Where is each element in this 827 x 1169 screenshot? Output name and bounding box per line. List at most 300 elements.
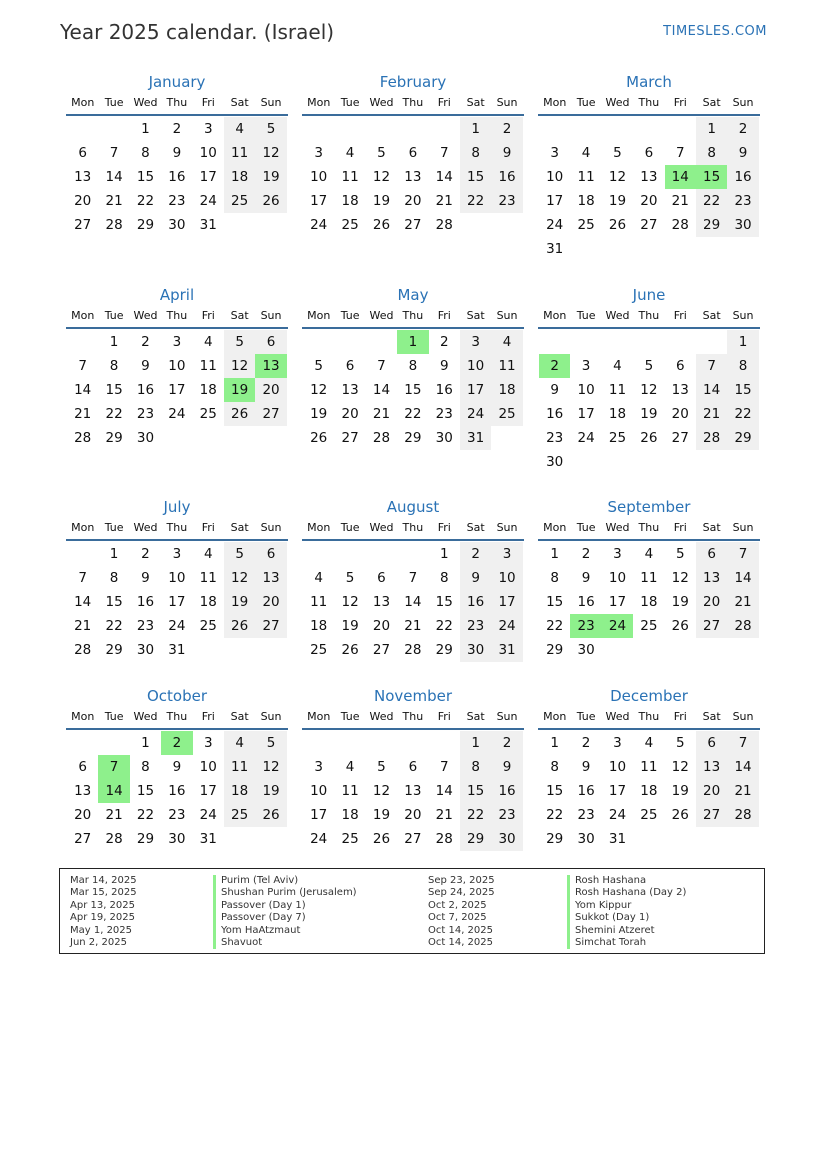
day-cell: 17 [310,193,328,209]
day-cell: 14 [404,594,422,610]
day-cell: 23 [168,807,186,823]
day-cell: 22 [136,807,155,823]
day-cell: 5 [255,731,286,755]
empty-cell [67,731,98,755]
legend-names-right [567,875,686,949]
weekday-label: Wed [605,521,630,534]
day-cell: 23 [727,189,758,213]
day-cell: 14 [435,169,453,185]
holiday-day-cell: 14 [98,779,129,803]
day-cell: 19 [224,590,255,614]
day-cell: 7 [696,354,727,378]
empty-cell [570,117,601,141]
day-cell: 18 [199,594,217,610]
day-cell: 3 [491,542,522,566]
month-name: July [163,498,191,516]
holiday-legend [59,868,765,954]
holiday-day-cell: 23 [570,614,601,638]
day-cell: 17 [608,594,627,610]
day-cell: 27 [404,217,422,233]
day-cell: 18 [640,783,658,799]
weekday-label: Tue [104,309,124,322]
weekday-label: Mon [307,309,331,322]
day-cell: 28 [74,430,92,446]
empty-cell [303,117,334,141]
weekday-label: Mon [71,309,95,322]
legend-holiday-name: Passover (Day 1) [213,900,357,912]
holiday-day-cell: 2 [539,354,570,378]
day-cell: 29 [435,642,453,658]
weekday-label: Fri [673,96,687,109]
day-cell: 2 [727,117,758,141]
day-cell: 22 [136,193,155,209]
day-cell: 21 [727,590,758,614]
day-cell: 30 [546,454,564,470]
weekday-label: Wed [133,521,158,534]
day-cell: 2 [491,731,522,755]
day-cell: 29 [136,217,155,233]
weekday-label: Tue [104,521,124,534]
weekday-label: Sun [260,521,282,534]
day-cell: 19 [255,779,286,803]
day-cell: 24 [491,614,522,638]
day-cell: 18 [491,378,522,402]
weekday-label: Mon [307,710,331,723]
day-cell: 12 [310,382,328,398]
day-cell: 8 [109,358,119,374]
weekday-label: Thu [638,96,660,109]
day-cell: 20 [671,406,689,422]
day-cell: 1 [109,546,119,562]
empty-cell [334,117,365,141]
day-cell: 5 [255,117,286,141]
day-cell: 19 [372,807,391,823]
day-cell: 22 [105,406,123,422]
day-cell: 4 [203,546,213,562]
day-cell: 2 [460,542,491,566]
month-march [539,72,759,261]
day-cell: 1 [696,117,727,141]
day-cell: 31 [168,642,186,658]
day-cell: 14 [435,783,453,799]
day-cell: 8 [696,141,727,165]
day-cell: 13 [671,382,689,398]
day-cell: 24 [546,217,564,233]
day-cell: 18 [199,382,217,398]
day-cell: 11 [608,382,627,398]
legend-date: Jun 2, 2025 [70,937,127,949]
weekday-label: Wed [369,96,394,109]
day-cell: 13 [74,169,92,185]
day-cell: 14 [372,382,391,398]
month-january [67,72,287,237]
day-cell: 25 [341,217,359,233]
day-grid [67,117,287,237]
day-cell: 26 [671,807,689,823]
day-cell: 29 [404,430,422,446]
day-cell: 25 [199,406,217,422]
day-cell: 16 [577,783,595,799]
weekday-label: Fri [437,96,451,109]
weekday-label: Tue [576,309,596,322]
empty-cell [366,542,397,566]
day-cell: 27 [671,430,689,446]
day-cell: 10 [168,570,186,586]
weekday-label: Wed [133,309,158,322]
day-cell: 12 [224,566,255,590]
month-name: November [373,687,453,705]
day-cell: 28 [435,831,453,847]
empty-cell [665,117,696,141]
day-cell: 12 [372,783,391,799]
day-cell: 12 [671,759,689,775]
day-cell: 17 [460,378,491,402]
day-cell: 16 [546,406,564,422]
weekday-label: Sun [732,521,754,534]
weekday-header [538,92,760,116]
weekday-header [302,706,524,730]
weekday-label: Tue [576,521,596,534]
day-cell: 30 [168,217,186,233]
day-cell: 14 [105,169,123,185]
day-cell: 3 [550,145,559,161]
day-cell: 22 [546,807,564,823]
day-cell: 23 [435,406,453,422]
day-cell: 1 [460,731,491,755]
weekday-label: Sat [230,96,249,109]
day-cell: 21 [74,406,92,422]
day-cell: 21 [727,779,758,803]
day-cell: 9 [581,759,591,775]
day-cell: 15 [404,382,422,398]
day-cell: 3 [613,735,622,751]
month-june [539,285,759,474]
day-cell: 1 [727,330,758,354]
day-grid [303,117,523,237]
weekday-label: Wed [133,96,158,109]
day-cell: 1 [141,735,150,751]
day-cell: 3 [172,334,182,350]
day-cell: 19 [608,193,627,209]
day-cell: 22 [727,402,758,426]
day-cell: 4 [224,117,255,141]
empty-cell [67,542,98,566]
day-cell: 4 [644,546,654,562]
day-cell: 8 [727,354,758,378]
day-cell: 20 [74,807,92,823]
day-cell: 12 [255,141,286,165]
day-cell: 10 [460,354,491,378]
day-cell: 1 [141,121,150,137]
day-cell: 28 [671,217,689,233]
day-cell: 21 [435,193,453,209]
day-cell: 9 [550,382,559,398]
day-cell: 20 [640,193,658,209]
day-cell: 8 [460,755,491,779]
day-cell: 28 [105,217,123,233]
day-cell: 25 [608,430,627,446]
day-grid [303,731,523,851]
weekday-label: Mon [543,710,567,723]
weekday-label: Fri [201,309,215,322]
empty-cell [633,117,664,141]
day-cell: 30 [491,827,522,851]
empty-cell [633,330,664,354]
weekday-label: Thu [402,309,424,322]
weekday-label: Wed [605,710,630,723]
day-cell: 29 [460,827,491,851]
day-grid [67,330,287,450]
day-cell: 19 [671,594,689,610]
day-cell: 20 [696,590,727,614]
empty-cell [397,117,428,141]
month-name: February [379,73,447,91]
day-cell: 5 [345,570,355,586]
day-cell: 23 [546,430,564,446]
day-cell: 7 [675,145,685,161]
day-cell: 25 [341,831,359,847]
day-cell: 6 [408,145,418,161]
day-cell: 26 [255,803,286,827]
day-cell: 28 [727,803,758,827]
weekday-label: Thu [166,521,188,534]
empty-cell [696,330,727,354]
weekday-label: Fri [437,309,451,322]
legend-holiday-name: Sukkot (Day 1) [567,912,686,924]
site-link[interactable]: TIMESLES.COM [663,24,767,39]
day-cell: 16 [491,779,522,803]
weekday-label: Mon [543,309,567,322]
day-grid [539,330,759,474]
day-cell: 15 [136,169,155,185]
day-cell: 3 [314,145,323,161]
day-cell: 5 [224,330,255,354]
weekday-header [302,517,524,541]
day-cell: 16 [168,783,186,799]
legend-date: Apr 19, 2025 [70,912,136,924]
empty-cell [366,731,397,755]
day-cell: 12 [640,382,658,398]
day-cell: 24 [577,430,595,446]
day-cell: 23 [491,803,522,827]
day-cell: 28 [372,430,391,446]
day-cell: 6 [78,759,87,775]
day-cell: 1 [460,117,491,141]
empty-cell [98,731,129,755]
weekday-label: Wed [605,96,630,109]
day-cell: 28 [435,217,453,233]
day-cell: 16 [460,590,491,614]
day-cell: 16 [136,382,155,398]
day-cell: 25 [224,189,255,213]
weekday-header [302,92,524,116]
day-cell: 15 [460,165,491,189]
legend-holiday-name: Purim (Tel Aviv) [213,875,357,887]
day-cell: 4 [613,358,622,374]
day-cell: 20 [74,193,92,209]
day-cell: 21 [74,618,92,634]
day-cell: 30 [136,642,155,658]
weekday-label: Fri [201,710,215,723]
weekday-label: Sun [732,710,754,723]
day-cell: 16 [491,165,522,189]
day-cell: 22 [404,406,422,422]
weekday-label: Sat [466,710,485,723]
empty-cell [602,330,633,354]
day-cell: 10 [491,566,522,590]
weekday-label: Sat [466,96,485,109]
weekday-label: Fri [673,710,687,723]
day-cell: 15 [105,382,123,398]
day-cell: 17 [491,590,522,614]
day-cell: 20 [404,807,422,823]
weekday-label: Tue [104,710,124,723]
day-cell: 15 [727,378,758,402]
day-cell: 28 [404,642,422,658]
day-cell: 30 [727,213,758,237]
day-cell: 23 [491,189,522,213]
day-cell: 27 [255,402,286,426]
day-cell: 10 [608,570,627,586]
day-cell: 17 [168,382,186,398]
empty-cell [539,117,570,141]
weekday-label: Thu [638,710,660,723]
empty-cell [602,117,633,141]
month-name: May [397,286,429,304]
empty-cell [334,731,365,755]
day-cell: 11 [199,570,217,586]
legend-date: Sep 23, 2025 [428,875,495,886]
page-title: Year 2025 calendar. (Israel) [60,20,335,44]
day-cell: 14 [74,382,92,398]
legend-holiday-name: Yom Kippur [567,900,686,912]
day-cell: 17 [199,783,217,799]
day-cell: 21 [696,402,727,426]
day-cell: 22 [460,189,491,213]
day-cell: 25 [199,618,217,634]
day-cell: 18 [640,594,658,610]
weekday-header [538,706,760,730]
day-cell: 17 [199,169,217,185]
day-cell: 8 [550,759,559,775]
day-cell: 29 [105,430,123,446]
day-cell: 10 [310,783,328,799]
day-cell: 24 [310,831,328,847]
day-cell: 26 [255,189,286,213]
day-cell: 27 [74,831,92,847]
day-cell: 5 [675,735,685,751]
day-cell: 19 [310,406,328,422]
weekday-label: Sun [496,521,518,534]
day-cell: 26 [372,217,391,233]
day-cell: 30 [577,642,595,658]
day-cell: 9 [172,145,182,161]
day-cell: 27 [696,803,727,827]
month-name: April [159,286,195,304]
empty-cell [334,542,365,566]
day-cell: 11 [341,169,359,185]
day-cell: 25 [640,807,658,823]
day-cell: 6 [644,145,654,161]
day-cell: 13 [696,566,727,590]
day-cell: 16 [136,594,155,610]
weekday-label: Fri [201,96,215,109]
weekday-label: Mon [307,521,331,534]
empty-cell [397,542,428,566]
day-cell: 9 [491,755,522,779]
weekday-header [538,517,760,541]
empty-cell [67,330,98,354]
day-cell: 18 [341,193,359,209]
day-cell: 19 [255,165,286,189]
day-cell: 22 [696,189,727,213]
day-cell: 6 [408,759,418,775]
month-may [303,285,523,450]
legend-date: Oct 2, 2025 [428,899,487,911]
legend-holiday-name: Shemini Atzeret [567,925,686,937]
day-cell: 9 [141,570,150,586]
day-cell: 20 [255,378,286,402]
day-cell: 22 [546,618,564,634]
weekday-label: Wed [369,710,394,723]
day-cell: 5 [224,542,255,566]
day-cell: 30 [577,831,595,847]
empty-cell [397,731,428,755]
legend-date: Sep 24, 2025 [428,887,495,899]
day-cell: 4 [644,735,654,751]
legend-date: May 1, 2025 [70,924,133,936]
day-cell: 2 [581,735,591,751]
weekday-label: Thu [166,96,188,109]
day-grid [67,542,287,662]
empty-cell [429,731,460,755]
legend-date: Mar 15, 2025 [70,887,137,899]
day-cell: 13 [74,783,92,799]
day-cell: 20 [255,590,286,614]
weekday-label: Mon [543,521,567,534]
day-cell: 18 [224,779,255,803]
legend-date: Mar 14, 2025 [70,875,137,886]
day-cell: 8 [550,570,559,586]
day-cell: 13 [255,566,286,590]
weekday-label: Fri [673,521,687,534]
day-cell: 30 [168,831,186,847]
day-cell: 9 [581,570,591,586]
day-cell: 3 [172,546,182,562]
day-cell: 31 [199,217,217,233]
day-cell: 24 [310,217,328,233]
weekday-header [66,706,288,730]
empty-cell [303,542,334,566]
day-cell: 15 [546,783,564,799]
month-name: March [626,73,672,91]
legend-dates-right [428,875,495,949]
day-cell: 24 [199,807,217,823]
day-cell: 11 [199,358,217,374]
weekday-label: Thu [402,96,424,109]
weekday-label: Sat [230,309,249,322]
day-cell: 24 [199,193,217,209]
day-cell: 11 [577,169,595,185]
holiday-day-cell: 2 [161,731,192,755]
month-name: September [607,498,691,516]
month-december [539,686,759,851]
day-cell: 14 [727,566,758,590]
legend-holiday-name: Simchat Torah [567,937,686,949]
month-august [303,497,523,662]
day-cell: 4 [345,759,355,775]
day-cell: 14 [696,378,727,402]
